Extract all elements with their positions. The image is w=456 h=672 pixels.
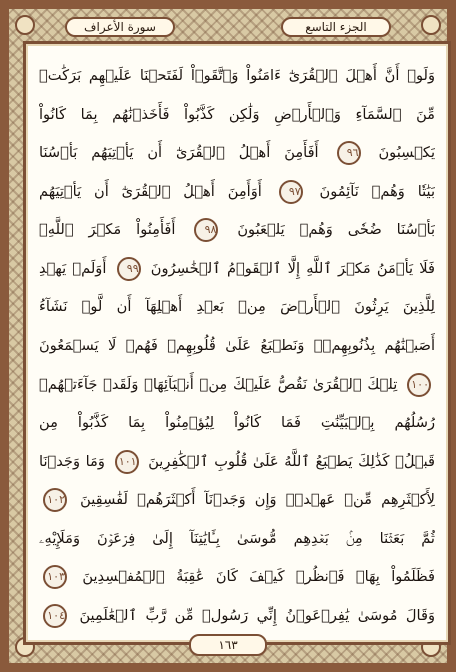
- text-line: وَقَالَ مُوسَىٰ يَٰفِرۡعَوۡنُ إِنِّي رَسُولٞ مِّن رَّبِّ ٱلۡعَٰلَمِينَ ١٠٤: [39, 599, 435, 633]
- text-line: بَيَٰتٗا وَهُمۡ نَآئِمُونَ ٩٧ أَوَأَمِنَ أَهۡلُ ٱلۡقُرَىٰٓ أَن يَأۡتِيَهُم: [39, 175, 435, 209]
- ayah-number-marker: ١٠٣: [43, 565, 67, 589]
- text-line: لِلَّذِينَ يَرِثُونَ ٱلۡأَرۡضَ مِنۢ بَعۡدِ أَهۡلِهَآ أَن لَّوۡ نَشَآءُ: [39, 298, 435, 316]
- ayah-number-marker: ١٠٠: [407, 373, 431, 397]
- text-line: قَبۡلُۚ كَذَٰلِكَ يَطۡبَعُ ٱللَّهُ عَلَىٰ قُلُوبِ ٱلۡكَٰفِرِينَ ١٠١ وَمَا وَجَدۡنَا: [39, 445, 435, 479]
- text-line: أَصَبۡنَٰهُم بِذُنُوبِهِمۡۚ وَنَطۡبَعُ عَلَىٰ قُلُوبِهِمۡ فَهُمۡ لَا يَسۡمَعُونَ: [39, 336, 435, 354]
- text-line: لِأَكۡثَرِهِم مِّنۡ عَهۡدٖۖ وَإِن وَجَدۡنَآ أَكۡثَرَهُمۡ لَفَٰسِقِينَ ١٠٢: [39, 483, 435, 517]
- text-line: وَلَوۡ أَنَّ أَهۡلَ ٱلۡقُرَىٰٓ ءَامَنُواْ وَٱتَّقَوۡاْ لَفَتَحۡنَا عَلَيۡهِم بَرَكَٰتٖ: [39, 67, 435, 84]
- text-line: ثُمَّ بَعَثۡنَا مِنۢ بَعۡدِهِم مُّوسَىٰ بِـَٔايَٰتِنَآ إِلَىٰ فِرۡعَوۡنَ وَمَلَإِيْهِۦ: [39, 529, 435, 547]
- ayah-number-marker: ١٠١: [115, 450, 139, 474]
- text-line: ١٠٠ تِلۡكَ ٱلۡقُرَىٰ نَقُصُّ عَلَيۡكَ مِنۡ أَنۢبَآئِهَاۚ وَلَقَدۡ جَآءَتۡهُمۡ: [39, 368, 435, 402]
- ayah-number-marker: ١٠٤: [43, 604, 67, 628]
- text-line: مِّنَ ٱلسَّمَآءِ وَٱلۡأَرۡضِ وَلَٰكِن كَذَّبُواْ فَأَخَذۡنَٰهُم بِمَا كَانُواْ: [39, 105, 435, 123]
- text-line: فَلَا يَأۡمَنُ مَكۡرَ ٱللَّهِ إِلَّا ٱلۡقَوۡمُ ٱلۡخَٰسِرُونَ ٩٩ أَوَلَمۡ يَهۡدِ: [39, 252, 435, 286]
- page-header: [29, 15, 427, 39]
- ayah-number-marker: ٩٩: [117, 257, 141, 281]
- text-line: فَظَلَمُواْ بِهَاۖ فَٱنظُرۡ كَيۡفَ كَانَ عَٰقِبَةُ ٱلۡمُفۡسِدِينَ ١٠٣: [39, 560, 435, 594]
- surah-title: سورة الأعراف: [65, 17, 175, 37]
- ayah-number-marker: ٩٦: [337, 141, 361, 165]
- ayah-number-marker: ١٠٢: [43, 488, 67, 512]
- text-line: بَأۡسُنَا ضُحٗى وَهُمۡ يَلۡعَبُونَ ٩٨ أَفَأَمِنُواْ مَكۡرَ ٱللَّهِۚ: [39, 213, 435, 247]
- page-footer: [9, 635, 447, 655]
- text-line: رُسُلُهُم بِٱلۡبَيِّنَٰتِ فَمَا كَانُواْ لِيُؤۡمِنُواْ بِمَا كَذَّبُواْ مِن: [39, 414, 435, 432]
- juz-title: الجزء التاسع: [281, 17, 391, 37]
- page-number: ١٦٣: [189, 634, 267, 656]
- quran-text: [39, 59, 435, 633]
- ayah-number-marker: ٩٧: [279, 180, 303, 204]
- text-line: يَكۡسِبُونَ ٩٦ أَفَأَمِنَ أَهۡلُ ٱلۡقُرَىٰٓ أَن يَأۡتِيَهُم بَأۡسُنَا: [39, 136, 435, 170]
- ayah-number-marker: ٩٨: [194, 218, 218, 242]
